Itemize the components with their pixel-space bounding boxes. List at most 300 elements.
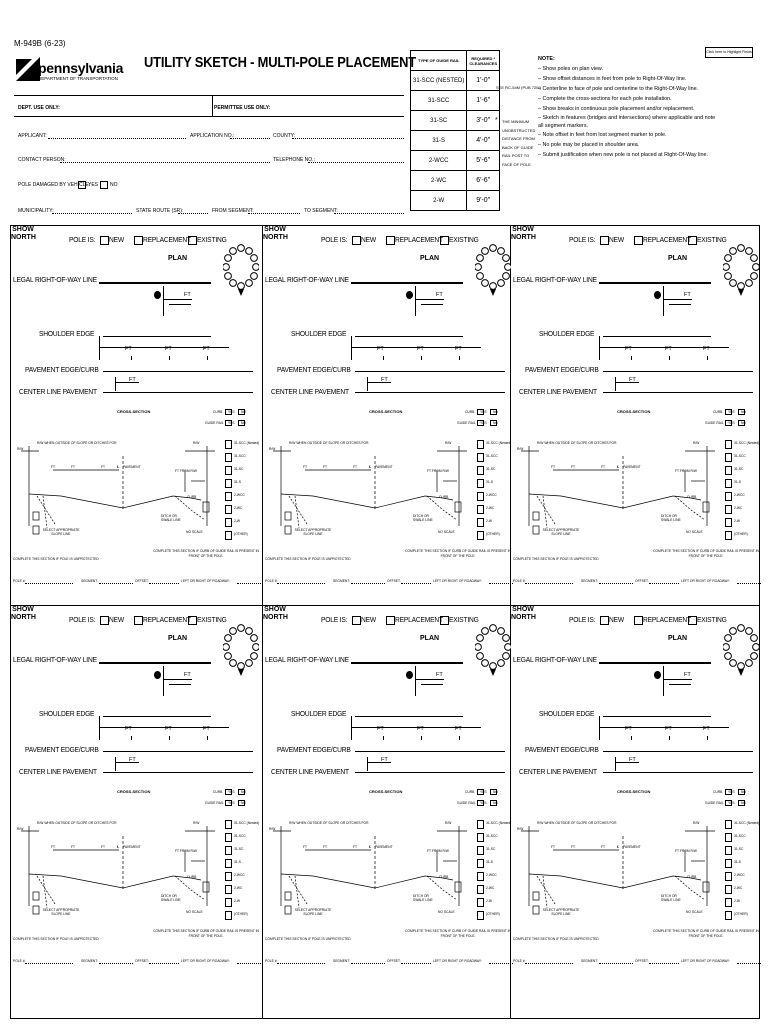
ft-from-row-label: FT FROM R/W: [427, 849, 449, 853]
existing-checkbox[interactable]: [440, 236, 449, 245]
list-item: – Complete the cross-sections for each pole installation.: [538, 96, 672, 102]
slope-note: R/W WHEN OUTSIDE OF SLOPE OR DITCHES FOR: [37, 441, 117, 445]
rail-clearance: 1'-0": [467, 71, 500, 91]
ditch-label: DITCH OR SWALE LINE: [413, 514, 433, 522]
rail-type-label: 31-SC: [734, 467, 744, 471]
ft-label: FT: [203, 346, 210, 352]
rail-type: 31-SCC (NESTED): [411, 71, 467, 91]
existing-checkbox[interactable]: [188, 616, 197, 625]
rail-type-label: 31-S: [734, 480, 741, 484]
curb-no-label: NO: [741, 410, 746, 414]
pole-is-label: POLE IS:: [69, 235, 96, 244]
clearance-table: [410, 50, 500, 211]
rail-type-checkbox[interactable]: [725, 531, 732, 540]
ft-label: FT: [303, 845, 308, 849]
rail-type-checkbox[interactable]: [725, 898, 732, 907]
segment-field[interactable]: [99, 963, 133, 964]
rail-type-checkbox[interactable]: [477, 859, 484, 868]
rail-type-checkbox[interactable]: [225, 859, 232, 868]
rail-type-checkbox[interactable]: [225, 885, 232, 894]
guide-rail-label: GUIDE RAIL: [705, 801, 724, 805]
existing-label: EXISTING: [197, 235, 227, 244]
rail-type-checkbox[interactable]: [477, 518, 484, 527]
rail-type-label: 31-S: [234, 860, 241, 864]
state-route-label: STATE ROUTE (SR):: [136, 208, 184, 214]
rail-type-checkbox[interactable]: [477, 820, 484, 829]
ft-label: FT: [381, 757, 388, 763]
curb-label: CURB: [213, 410, 223, 414]
state-route-field[interactable]: [178, 213, 208, 214]
rail-type-label: (OTHER): [734, 532, 748, 536]
legal-row-label: LEGAL RIGHT-OF-WAY LINE: [265, 655, 349, 664]
ft-label: FT: [455, 346, 462, 352]
shoulder-edge-label: SHOULDER EDGE: [539, 329, 595, 338]
pole-sketch-panel: [11, 606, 266, 991]
new-checkbox[interactable]: [600, 236, 609, 245]
pole-is-label: POLE IS:: [321, 235, 348, 244]
rail-type-checkbox[interactable]: [725, 885, 732, 894]
new-checkbox[interactable]: [100, 236, 109, 245]
pole-sketch-panel: [263, 606, 518, 991]
offset-label: OFFSET:: [135, 959, 149, 963]
rail-type: 31-S: [411, 131, 467, 151]
rail-type-checkbox[interactable]: [225, 440, 232, 449]
segment-field[interactable]: [351, 583, 385, 584]
plan-label: PLAN: [668, 255, 688, 262]
table-row: [411, 91, 500, 111]
cross-section-label: CROSS-SECTION: [617, 409, 651, 414]
guide-rail-no-label: NO: [493, 421, 498, 425]
pavement-label: PAVEMENT: [123, 845, 141, 849]
rail-type-label: (OTHER): [234, 912, 248, 916]
list-item: – Submit justification when new pole is not placed at Right-Of-Way line.: [538, 152, 708, 158]
slope-note: R/W WHEN OUTSIDE OF SLOPE OR DITCHES FOR: [537, 821, 617, 825]
guide-rail-no-label: NO: [741, 421, 746, 425]
rail-type: 2-W: [411, 191, 467, 211]
county-field[interactable]: [292, 138, 404, 139]
rail-type-checkbox[interactable]: [477, 846, 484, 855]
left-right-field[interactable]: [489, 583, 513, 584]
complete-protected: COMPLETE THIS SECTION IF CURB OF GUIDE RAIL IS PRESENT IN FRONT OF THE POLE.: [405, 549, 511, 558]
guide-rail-label: GUIDE RAIL: [457, 801, 476, 805]
application-no-field[interactable]: [230, 138, 270, 139]
existing-checkbox[interactable]: [688, 616, 697, 625]
list-item: – No pole may be placed in shoulder area.: [538, 142, 640, 148]
rail-type-checkbox[interactable]: [477, 531, 484, 540]
rail-type-checkbox[interactable]: [225, 911, 232, 920]
segment-field[interactable]: [599, 963, 633, 964]
rail-type-checkbox[interactable]: [477, 898, 484, 907]
rail-type-checkbox[interactable]: [225, 466, 232, 475]
new-checkbox[interactable]: [600, 616, 609, 625]
rail-type-checkbox[interactable]: [725, 911, 732, 920]
cross-section-label: CROSS-SECTION: [617, 789, 651, 794]
rail-type-label: 31-SC: [486, 847, 496, 851]
rail-type-checkbox[interactable]: [225, 846, 232, 855]
pole-no-label: POLE #:: [13, 579, 26, 583]
rail-type-checkbox[interactable]: [225, 531, 232, 540]
existing-checkbox[interactable]: [440, 616, 449, 625]
table-row: [411, 151, 500, 171]
rail-type: 31-SCC: [411, 91, 467, 111]
ft-label: FT: [377, 346, 384, 352]
pavement-edge-label: PAVEMENT EDGE/CURB: [25, 745, 99, 754]
rail-type-checkbox[interactable]: [725, 505, 732, 514]
ft-label: FT: [625, 346, 632, 352]
segment-label: SEGMENT:: [81, 959, 98, 963]
pole-is-label: POLE IS:: [569, 615, 596, 624]
rail-clearance: 4'-0": [467, 131, 500, 151]
show-north-label: SHOW NORTH: [511, 226, 536, 241]
offset-field[interactable]: [149, 963, 179, 964]
rail-type-checkbox[interactable]: [725, 466, 732, 475]
legal-row-label: LEGAL RIGHT-OF-WAY LINE: [513, 655, 597, 664]
ft-from-row-label: FT FROM R/W: [675, 849, 697, 853]
rail-type-label: 2-WCC: [734, 493, 745, 497]
rail-type-checkbox[interactable]: [225, 833, 232, 842]
offset-ft-label: FT: [436, 292, 443, 298]
ft-label: FT: [165, 346, 172, 352]
left-right-label: LEFT OR RIGHT OF ROADWAY:: [433, 959, 482, 963]
rail-type-label: 2-WCC: [234, 873, 245, 877]
pole-no-label: POLE #:: [513, 959, 526, 963]
pole-is-label: POLE IS:: [321, 615, 348, 624]
ft-from-row-label: FT FROM R/W: [175, 469, 197, 473]
rail-type-checkbox[interactable]: [725, 492, 732, 501]
brand-name: pennsylvania: [38, 60, 124, 76]
ft-label: FT: [71, 465, 76, 469]
pole-damaged-no-checkbox[interactable]: [100, 181, 108, 189]
new-checkbox[interactable]: [100, 616, 109, 625]
shoulder-edge-label: SHOULDER EDGE: [39, 329, 95, 338]
rail-type-checkbox[interactable]: [725, 479, 732, 488]
north-dial-icon[interactable]: [475, 624, 511, 680]
rail-type-checkbox[interactable]: [477, 885, 484, 894]
left-right-field[interactable]: [237, 963, 261, 964]
pole-no-field[interactable]: [277, 583, 325, 584]
curb-label: CURB: [713, 410, 723, 414]
telephone-field[interactable]: [308, 162, 404, 163]
replacement-checkbox[interactable]: [634, 616, 643, 625]
no-scale-label: NO SCALE: [686, 530, 703, 534]
rail-type-label: (OTHER): [486, 532, 500, 536]
municipality-label: MUNICIPALITY:: [18, 208, 54, 214]
rail-type-label: 2-WCC: [486, 873, 497, 877]
rail-type-label: 2-WCC: [234, 493, 245, 497]
rail-type-label: 31-SCC (Nested): [734, 441, 760, 445]
new-checkbox[interactable]: [352, 616, 361, 625]
replacement-label: REPLACEMENT: [395, 615, 443, 624]
highlight-fields-button[interactable]: Click here to Highlight Fields: [705, 47, 753, 58]
left-right-field[interactable]: [237, 583, 261, 584]
rail-type-checkbox[interactable]: [725, 518, 732, 527]
left-right-field[interactable]: [737, 583, 761, 584]
ft-label: FT: [377, 726, 384, 732]
replacement-checkbox[interactable]: [134, 616, 143, 625]
rail-type-checkbox[interactable]: [725, 453, 732, 462]
segment-field[interactable]: [351, 963, 385, 964]
rail-type-label: 2-WC: [734, 506, 743, 510]
curb-mark-label: CURB: [439, 495, 449, 499]
rail-type-checkbox[interactable]: [225, 898, 232, 907]
rail-type-label: 31-S: [486, 860, 493, 864]
list-item: – Sketch in features (bridges and intersections) where applicable and note: [538, 115, 716, 121]
curb-no-label: NO: [241, 790, 246, 794]
rail-type-label: 31-SC: [234, 467, 244, 471]
rail-type-label: 2-W: [486, 899, 493, 903]
curb-yes-label: YES: [728, 790, 735, 794]
segment-field[interactable]: [599, 583, 633, 584]
no-scale-label: NO SCALE: [186, 910, 203, 914]
offset-field[interactable]: [401, 583, 431, 584]
applicant-field[interactable]: [48, 138, 186, 139]
legal-row-label: LEGAL RIGHT-OF-WAY LINE: [13, 275, 97, 284]
list-item: – Show poles on plan view.: [538, 66, 604, 72]
complete-unprotected: COMPLETE THIS SECTION IF POLE IS UNPROTECTED: [265, 937, 351, 941]
rail-type: 31-SC: [411, 111, 467, 131]
existing-checkbox[interactable]: [188, 236, 197, 245]
col-clearance: REQUIRED * CLEARANCES: [467, 51, 500, 71]
pole-is-label: POLE IS:: [569, 235, 596, 244]
row-line: [351, 662, 463, 664]
rail-type-label: 31-SCC (Nested): [234, 441, 260, 445]
offset-ft-label: FT: [684, 672, 691, 678]
curb-yes-label: YES: [480, 410, 487, 414]
pole-no-label: POLE #:: [13, 959, 26, 963]
left-right-field[interactable]: [489, 963, 513, 964]
segment-field[interactable]: [99, 583, 133, 584]
rail-type-checkbox[interactable]: [477, 479, 484, 488]
new-label: NEW: [361, 235, 376, 244]
rail-type-checkbox[interactable]: [225, 453, 232, 462]
form-header: [0, 0, 770, 222]
row-line: [599, 282, 711, 284]
show-north-label: SHOW NORTH: [11, 226, 36, 241]
slope-note: R/W WHEN OUTSIDE OF SLOPE OR DITCHES FOR: [289, 821, 369, 825]
existing-label: EXISTING: [449, 615, 479, 624]
no-scale-label: NO SCALE: [438, 910, 455, 914]
ft-label: FT: [417, 726, 424, 732]
new-label: NEW: [109, 235, 124, 244]
replacement-label: REPLACEMENT: [395, 235, 443, 244]
rail-type-checkbox[interactable]: [477, 872, 484, 881]
rail-type-label: 2-W: [234, 519, 241, 523]
pole-damaged-label: POLE DAMAGED BY VEHICLE:: [18, 182, 91, 188]
page-title: UTILITY SKETCH - MULTI-POLE PLACEMENT: [144, 54, 416, 71]
pole-sketch-panel: [511, 606, 766, 991]
rail-type-label: 31-SCC: [234, 834, 246, 838]
ft-from-row-label: FT FROM R/W: [427, 469, 449, 473]
show-north-label: SHOW NORTH: [263, 606, 288, 621]
rail-type-checkbox[interactable]: [725, 820, 732, 829]
curb-mark-label: CURB: [687, 495, 697, 499]
ft-label: FT: [601, 465, 606, 469]
rail-type-label: 31-SCC (Nested): [734, 821, 760, 825]
curb-label: CURB: [213, 790, 223, 794]
list-item: – Centerline to face of pole and centerline to the Right-Of-Way line.: [538, 86, 699, 92]
centerline-mark: ℄: [117, 845, 120, 849]
north-dial-icon[interactable]: [223, 624, 259, 680]
rail-type-label: 2-WC: [734, 886, 743, 890]
offset-field[interactable]: [649, 963, 679, 964]
application-no-label: APPLICATION NO.:: [190, 133, 235, 139]
rail-type-label: 31-S: [234, 480, 241, 484]
pole-no-field[interactable]: [525, 963, 573, 964]
pole-no-field[interactable]: [525, 583, 573, 584]
pole-no-field[interactable]: [277, 963, 325, 964]
rail-type-checkbox[interactable]: [477, 466, 484, 475]
rail-type-checkbox[interactable]: [477, 492, 484, 501]
row-line: [351, 282, 463, 284]
footnote-text: THE MINIMUM UNOBSTRUCTED DISTANCE FROM BACK OF GUIDE RAIL POST TO FACE OF POLE: [502, 119, 536, 167]
ft-label: FT: [551, 465, 556, 469]
contact-person-field[interactable]: [60, 162, 270, 163]
new-label: NEW: [361, 615, 376, 624]
pavement-edge-label: PAVEMENT EDGE/CURB: [525, 745, 599, 754]
rail-type-checkbox[interactable]: [225, 518, 232, 527]
pole-damaged-yes-label: YES: [88, 182, 99, 188]
rail-type-label: 2-WC: [234, 506, 243, 510]
offset-field[interactable]: [149, 583, 179, 584]
ft-label: FT: [381, 377, 388, 383]
pole-icon: [154, 671, 161, 679]
select-slope-label: SELECT APPROPRIATE SLOPE LINE: [42, 528, 80, 536]
slope-note: R/W WHEN OUTSIDE OF SLOPE OR DITCHES FOR: [37, 821, 117, 825]
complete-unprotected: COMPLETE THIS SECTION IF POLE IS UNPROTECTED: [265, 557, 351, 561]
guide-rail-yes-label: YES: [228, 421, 235, 425]
replacement-checkbox[interactable]: [134, 236, 143, 245]
rail-type-label: 2-WCC: [734, 873, 745, 877]
municipality-field[interactable]: [52, 213, 132, 214]
legal-row-label: LEGAL RIGHT-OF-WAY LINE: [513, 275, 597, 284]
ft-label: FT: [417, 346, 424, 352]
rail-type-checkbox[interactable]: [225, 872, 232, 881]
table-row: [411, 171, 500, 191]
rail-type-checkbox[interactable]: [477, 911, 484, 920]
segment-label: SEGMENT:: [81, 579, 98, 583]
legal-row-label: LEGAL RIGHT-OF-WAY LINE: [13, 655, 97, 664]
curb-mark-label: CURB: [439, 875, 449, 879]
rail-type-label: 31-SC: [234, 847, 244, 851]
rail-type-checkbox[interactable]: [477, 833, 484, 842]
left-right-label: LEFT OR RIGHT OF ROADWAY:: [681, 959, 730, 963]
rail-type-checkbox[interactable]: [225, 479, 232, 488]
rail-type-label: 31-SCC: [734, 454, 746, 458]
rail-type-checkbox[interactable]: [477, 453, 484, 462]
curb-no-label: NO: [741, 790, 746, 794]
ft-label: FT: [629, 377, 636, 383]
ft-label: FT: [51, 465, 56, 469]
row-left-label: R/W: [517, 447, 524, 451]
row-left-label: R/W: [269, 447, 276, 451]
offset-ft-label: FT: [184, 292, 191, 298]
offset-field[interactable]: [401, 963, 431, 964]
rail-type-checkbox[interactable]: [725, 872, 732, 881]
from-segment-field[interactable]: [248, 213, 300, 214]
center-line-label: CENTER LINE PAVEMENT: [271, 767, 349, 776]
row-left-label: R/W: [269, 827, 276, 831]
dept-name: DEPARTMENT OF TRANSPORTATION: [38, 76, 118, 81]
left-right-label: LEFT OR RIGHT OF ROADWAY:: [181, 579, 230, 583]
rail-type-label: 31-SCC: [486, 454, 498, 458]
ft-label: FT: [323, 845, 328, 849]
new-label: NEW: [609, 615, 624, 624]
to-segment-field[interactable]: [334, 213, 404, 214]
centerline-mark: ℄: [617, 845, 620, 849]
centerline-mark: ℄: [369, 845, 372, 849]
left-right-field[interactable]: [737, 963, 761, 964]
curb-no-label: NO: [493, 410, 498, 414]
replacement-checkbox[interactable]: [386, 616, 395, 625]
guide-rail-yes-label: YES: [228, 801, 235, 805]
segment-label: SEGMENT:: [581, 579, 598, 583]
offset-ft-label: FT: [184, 672, 191, 678]
row-line: [99, 662, 211, 664]
offset-field[interactable]: [649, 583, 679, 584]
rail-type-checkbox[interactable]: [225, 505, 232, 514]
ft-label: FT: [71, 845, 76, 849]
ft-label: FT: [129, 377, 136, 383]
rail-type-label: 31-SCC: [234, 454, 246, 458]
north-dial-icon[interactable]: [223, 244, 259, 300]
no-scale-label: NO SCALE: [438, 530, 455, 534]
guide-rail-no-label: NO: [241, 421, 246, 425]
rail-type-checkbox[interactable]: [477, 440, 484, 449]
ft-label: FT: [323, 465, 328, 469]
ft-label: FT: [129, 757, 136, 763]
row-line: [99, 282, 211, 284]
rail-type-checkbox[interactable]: [725, 859, 732, 868]
cross-section-label: CROSS-SECTION: [117, 409, 151, 414]
pole-icon: [406, 671, 413, 679]
existing-checkbox[interactable]: [688, 236, 697, 245]
north-dial-icon[interactable]: [723, 624, 759, 680]
replacement-label: REPLACEMENT: [143, 615, 191, 624]
table-row: [411, 111, 500, 131]
pole-damaged-yes-checkbox[interactable]: [78, 181, 86, 189]
rail-type-label: 2-WCC: [486, 493, 497, 497]
rail-type-label: 31-SCC (Nested): [234, 821, 260, 825]
ft-label: FT: [629, 757, 636, 763]
ditch-label: DITCH OR SWALE LINE: [161, 514, 181, 522]
pole-no-field[interactable]: [25, 583, 73, 584]
center-line-label: CENTER LINE PAVEMENT: [519, 387, 597, 396]
replacement-checkbox[interactable]: [634, 236, 643, 245]
north-dial-icon[interactable]: [475, 244, 511, 300]
rail-type-checkbox[interactable]: [725, 833, 732, 842]
ft-label: FT: [571, 845, 576, 849]
rail-type: 2-WCC: [411, 151, 467, 171]
dept-use-only-label: DEPT. USE ONLY:: [18, 105, 60, 111]
offset-label: OFFSET:: [135, 579, 149, 583]
north-dial-icon[interactable]: [723, 244, 759, 300]
new-checkbox[interactable]: [352, 236, 361, 245]
select-slope-label: SELECT APPROPRIATE SLOPE LINE: [542, 908, 580, 916]
rail-type-checkbox[interactable]: [225, 492, 232, 501]
rail-type-checkbox[interactable]: [725, 846, 732, 855]
curb-label: CURB: [465, 410, 475, 414]
list-item: all segment markers.: [538, 123, 589, 129]
rail-type-checkbox[interactable]: [225, 820, 232, 829]
rail-type-checkbox[interactable]: [725, 440, 732, 449]
replacement-checkbox[interactable]: [386, 236, 395, 245]
pole-no-field[interactable]: [25, 963, 73, 964]
pavement-label: PAVEMENT: [375, 465, 393, 469]
guide-rail-label: GUIDE RAIL: [457, 421, 476, 425]
new-label: NEW: [609, 235, 624, 244]
row-right-label: R/W: [693, 441, 700, 445]
rail-type-checkbox[interactable]: [477, 505, 484, 514]
